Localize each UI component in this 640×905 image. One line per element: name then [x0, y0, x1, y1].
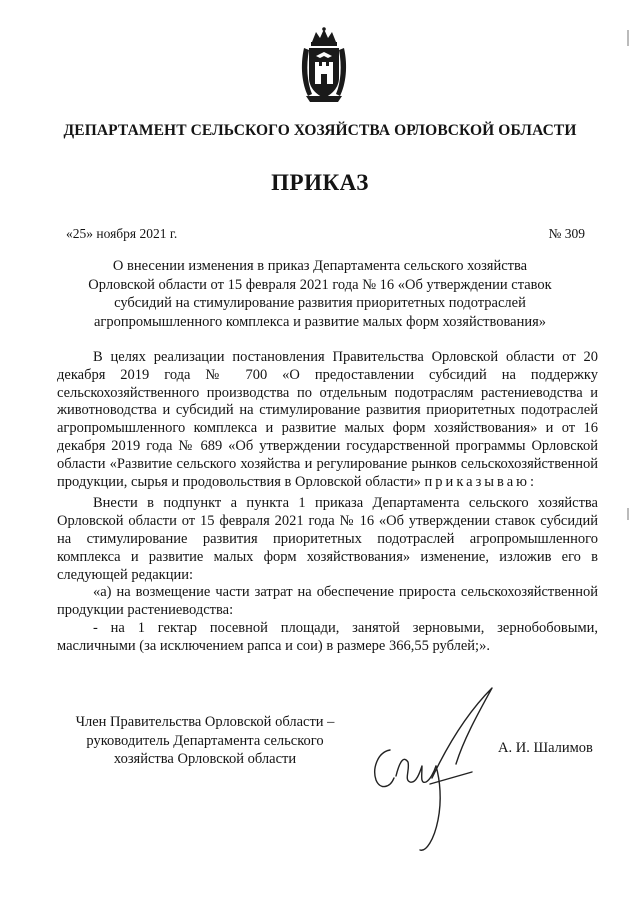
signatory-name: А. И. Шалимов	[498, 740, 593, 756]
order-keyword: приказываю:	[424, 473, 537, 490]
order-body	[57, 349, 598, 656]
rate-paragraph: - на 1 гектар посевной площади, занятой зерновыми, зернобобовыми, масличными (за исключением рапса и сои) в размере 366,55 рублей;».	[57, 619, 598, 654]
coat-of-arms-icon	[298, 26, 350, 104]
signatory-position-line: Член Правительства Орловской области –	[75, 714, 335, 730]
preamble-paragraph	[57, 349, 598, 491]
coat-of-arms-emblem	[298, 26, 350, 104]
subject-line: О внесении изменения в приказ Департамента сельского хозяйства	[112, 258, 528, 274]
signatory-position-line: хозяйства Орловской области	[113, 751, 297, 767]
preamble-text: В целях реализации постановления Правительства Орловской области от 20 декабря 2019 года № 700 «О предоставлении субсидий на поддержку сельскохозяйственного производства по отдельным подотраслям растениеводства и животноводства и субсидий на стимулирование развития приоритетных подотраслей агропромышленного комплекса и развитие малых форм хозяйствования» и от 16 декабря 2019 года № 689 «Об утверждении государственной программы Орловской области «Развитие сельского хозяйства и регулирование рынков сельскохозяйственной продукции, сырья и продовольствия в Орловской области»	[57, 349, 598, 490]
document-title: ПРИКАЗ	[271, 170, 369, 195]
department-name: ДЕПАРТАМЕНТ СЕЛЬСКОГО ХОЗЯЙСТВА ОРЛОВСКОЙ ОБЛАСТИ	[63, 122, 577, 139]
scan-edge-mark	[627, 508, 629, 520]
order-date: «25» ноября 2021 г.	[66, 226, 178, 241]
signatory-position	[60, 713, 350, 769]
handwritten-signature	[360, 680, 510, 870]
scan-edge-mark	[627, 30, 629, 46]
subject-line: Орловской области от 15 февраля 2021 года № 16 «Об утверждении ставок	[88, 276, 552, 293]
signatory-position-line: руководитель Департамента сельского	[86, 732, 324, 749]
subject-line: агропромышленного комплекса и развитие малых форм хозяйствования»	[93, 313, 547, 330]
order-subject	[70, 257, 570, 331]
subpoint-a-paragraph: «а) на возмещение части затрат на обеспечение прироста сельскохозяйственной продукции растениеводства:	[57, 584, 598, 619]
amendment-paragraph: Внести в подпункт а пункта 1 приказа Департамента сельского хозяйства Орловской области от 15 февраля 2021 года № 16 «Об утверждении ставок субсидий на стимулирование развития приоритетных подотраслей агропромышленного комплекса и развитие малых форм хозяйствования» изменение, изложив его в следующей редакции:	[57, 495, 598, 583]
order-number: № 309	[548, 226, 585, 241]
subject-line: субсидий на стимулирование развития приоритетных подотраслей	[114, 295, 526, 311]
